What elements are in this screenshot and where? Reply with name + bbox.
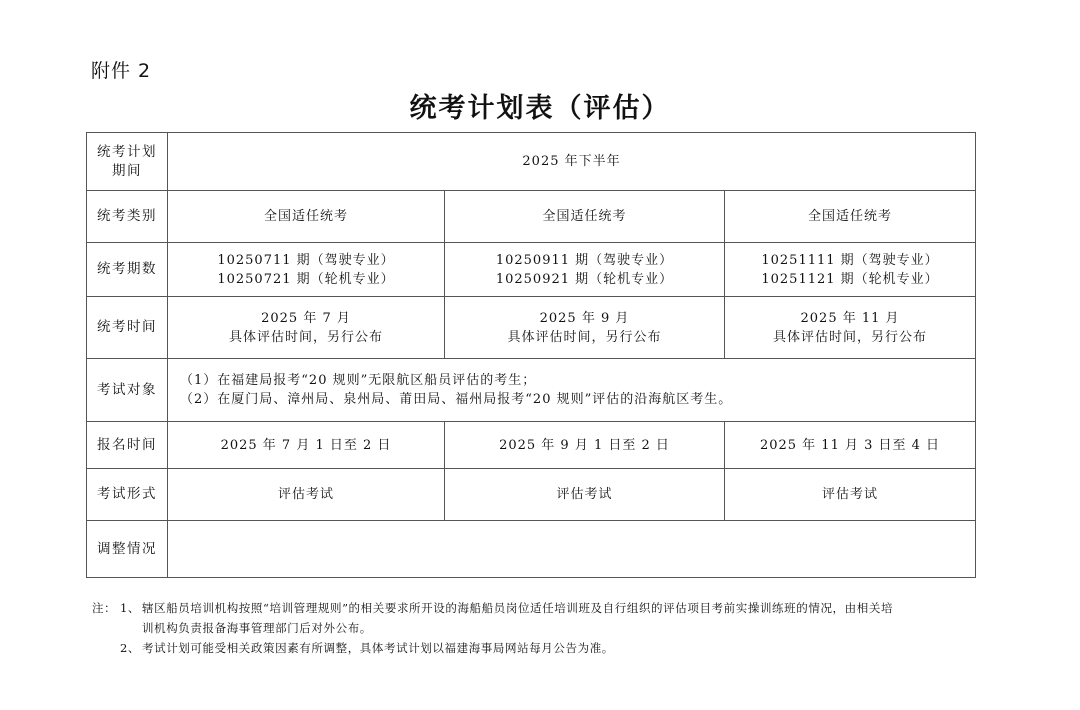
label-candidates: 考试对象 <box>87 359 168 422</box>
period-value: 2025 年下半年 <box>168 133 976 191</box>
issue-driving: 10250911 期（驾驶专业） <box>495 252 674 268</box>
registration-cell: 2025 年 11 月 3 日至 4 日 <box>725 422 976 469</box>
issue-engine: 10250721 期（轮机专业） <box>217 271 395 287</box>
footnote-2-line-1: 考试计划可能受相关政策因素有所调整，具体考试计划以福建海事局网站每月公告为准。 <box>142 641 614 655</box>
label-issues: 统考期数 <box>87 243 168 297</box>
exam-time-note: 具体评估时间，另行公布 <box>507 329 662 345</box>
attachment-label: 附件 2 <box>91 60 152 82</box>
row-adjustment <box>87 521 976 578</box>
candidates-line-2: （2）在厦门局、漳州局、泉州局、莆田局、福州局报考“20 规则”评估的沿海航区考生。 <box>180 392 733 407</box>
exam-month: 2025 年 7 月 <box>261 310 351 326</box>
footnote-1-line-2: 训机构负责报备海事管理部门后对外公布。 <box>142 621 372 635</box>
footnote-number: 2、 <box>120 641 141 655</box>
footnote-1 <box>92 598 982 638</box>
footnote-text <box>142 638 982 658</box>
label-registration: 报名时间 <box>87 422 168 469</box>
issues-cell <box>445 243 725 297</box>
format-cell: 评估考试 <box>445 469 725 521</box>
label-period <box>87 133 168 191</box>
candidates-cell <box>168 359 976 422</box>
row-issues <box>87 243 976 297</box>
issue-driving: 10250711 期（驾驶专业） <box>217 252 395 268</box>
exam-plan-table <box>86 132 976 578</box>
exam-time-cell <box>445 297 725 359</box>
issues-cell <box>725 243 976 297</box>
category-cell: 全国适任统考 <box>445 191 725 243</box>
adjustment-cell <box>168 521 976 578</box>
footnote-number: 1、 <box>120 601 141 615</box>
exam-time-note: 具体评估时间，另行公布 <box>228 329 383 345</box>
row-category <box>87 191 976 243</box>
label-exam-time: 统考时间 <box>87 297 168 359</box>
category-cell: 全国适任统考 <box>168 191 445 243</box>
footnote-text <box>142 598 982 638</box>
label-adjustment: 调整情况 <box>87 521 168 578</box>
row-exam-time <box>87 297 976 359</box>
exam-time-cell <box>168 297 445 359</box>
label-period-line1: 统考计划 <box>97 143 157 160</box>
registration-cell: 2025 年 7 月 1 日至 2 日 <box>168 422 445 469</box>
label-category: 统考类别 <box>87 191 168 243</box>
issue-driving: 10251111 期（驾驶专业） <box>761 252 939 268</box>
candidates-line-1: （1）在福建局报考“20 规则”无限航区船员评估的考生； <box>180 373 537 388</box>
footnote-prefix: 注： <box>92 601 117 615</box>
format-cell: 评估考试 <box>725 469 976 521</box>
exam-month: 2025 年 9 月 <box>539 310 630 326</box>
format-cell: 评估考试 <box>168 469 445 521</box>
row-candidates <box>87 359 976 422</box>
label-period-line2: 期间 <box>112 162 142 179</box>
issue-engine: 10251121 期（轮机专业） <box>761 271 939 287</box>
issue-engine: 10250921 期（轮机专业） <box>495 271 674 287</box>
issues-cell <box>168 243 445 297</box>
footnotes <box>92 598 982 658</box>
exam-time-note: 具体评估时间，另行公布 <box>773 329 928 345</box>
footnote-2 <box>92 638 982 658</box>
row-format <box>87 469 976 521</box>
page-title: 统考计划表（评估） <box>409 93 671 124</box>
exam-time-cell <box>725 297 976 359</box>
row-period <box>87 133 976 191</box>
exam-month: 2025 年 11 月 <box>800 310 900 326</box>
row-registration <box>87 422 976 469</box>
registration-cell: 2025 年 9 月 1 日至 2 日 <box>445 422 725 469</box>
category-cell: 全国适任统考 <box>725 191 976 243</box>
footnote-1-line-1: 辖区船员培训机构按照“培训管理规则”的相关要求所开设的海船船员岗位适任培训班及自行组织的评估项目考前实操训练班的情况，由相关培 <box>142 601 894 615</box>
label-format: 考试形式 <box>87 469 168 521</box>
